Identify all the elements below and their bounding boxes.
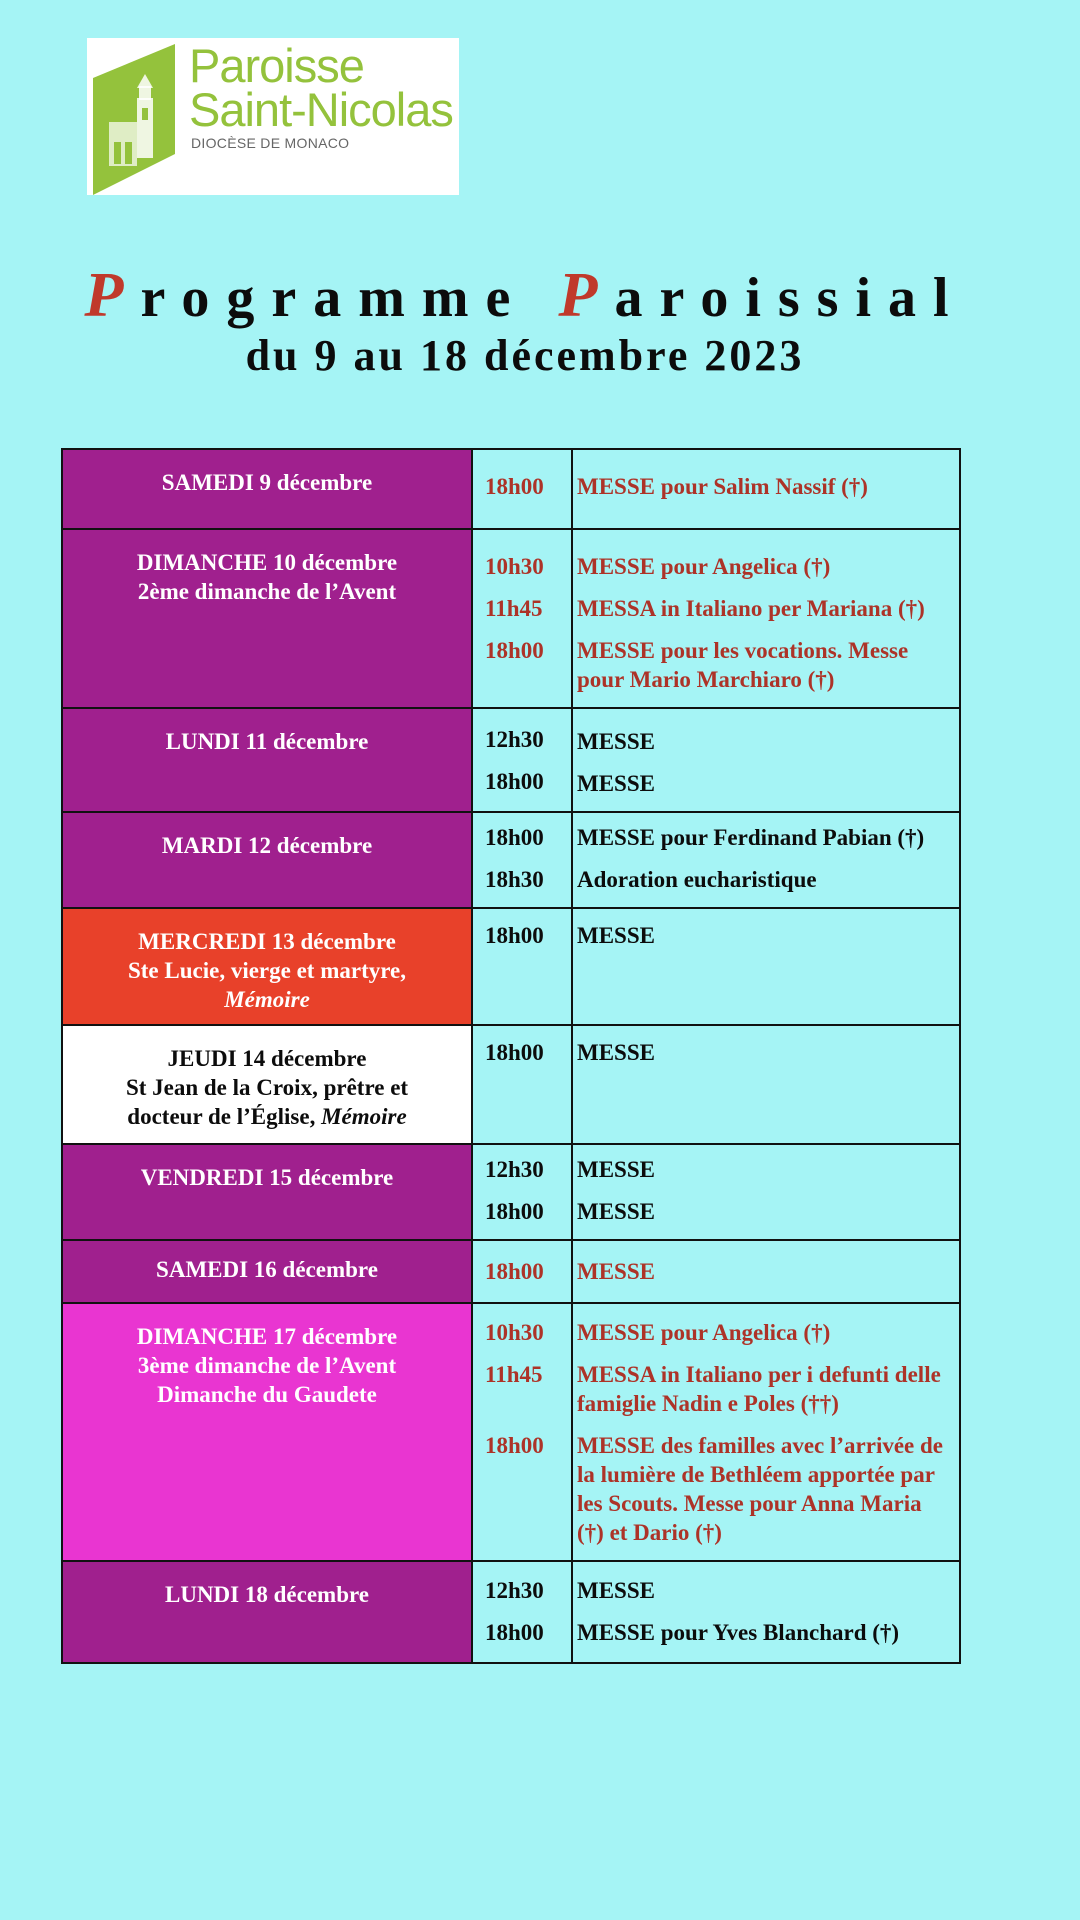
day-label: SAMEDI 16 décembre: [156, 1257, 378, 1282]
items-cell: [572, 812, 960, 908]
event-text: MESSE: [577, 1199, 655, 1224]
table-row: [62, 449, 960, 529]
day-subtitle: 3ème dimanche de l’Avent: [137, 1353, 397, 1378]
items-cell: [572, 1240, 960, 1303]
times-cell: [472, 1144, 572, 1240]
schedule-table: [61, 448, 961, 1664]
time-label: 18h00: [485, 769, 544, 794]
event-text: MESSE pour Yves Blanchard (†): [577, 1620, 900, 1645]
title-word-2: aroissial: [614, 267, 966, 329]
table-row: [62, 908, 960, 1025]
table-row: [62, 812, 960, 908]
table-row: [62, 708, 960, 812]
page-subtitle: du 9 au 18 décembre 2023: [245, 331, 805, 380]
items-cell: [572, 529, 960, 708]
table-row: [62, 1303, 960, 1561]
items-cell: [572, 708, 960, 812]
event-text: MESSE pour Angelica (†): [577, 1320, 831, 1345]
time-label: 12h30: [485, 1157, 544, 1182]
day-label: DIMANCHE 17 décembre: [136, 1324, 398, 1349]
table-row: [62, 529, 960, 708]
event-text: MESSE: [577, 1578, 655, 1603]
event-text: MESSE des familles avec l’arrivée de la lumière de Bethléem apportée par les Scouts. Messe pour Anna Maria (†) et Dario (†): [577, 1433, 944, 1545]
event-text: MESSE: [577, 1157, 655, 1182]
time-label: 18h00: [485, 1040, 544, 1065]
day-cell: [62, 908, 472, 1025]
items-cell: [572, 1144, 960, 1240]
title-initial-2: P: [558, 259, 615, 330]
times-cell: [472, 1303, 572, 1561]
items-cell: [572, 1303, 960, 1561]
day-cell: [62, 1025, 472, 1144]
times-cell: [472, 708, 572, 812]
event-text: MESSE: [577, 771, 655, 796]
memorial-label: Mémoire: [321, 1104, 407, 1129]
page-title: [0, 259, 1050, 331]
day-cell: [62, 1144, 472, 1240]
times-cell: [472, 812, 572, 908]
day-label: SAMEDI 9 décembre: [161, 470, 373, 495]
table-row: [62, 1144, 960, 1240]
day-label: JEUDI 14 décembre: [167, 1046, 367, 1071]
table-row: [62, 1025, 960, 1144]
day-cell: [62, 812, 472, 908]
times-cell: [472, 908, 572, 1025]
day-label: LUNDI 18 décembre: [165, 1582, 369, 1607]
event-text: MESSA in Italiano per Mariana (†): [577, 596, 925, 621]
time-label: 18h00: [485, 1433, 544, 1458]
time-label: 18h00: [485, 1259, 544, 1284]
event-text: MESSA in Italiano per i defunti delle famiglie Nadin e Poles (††): [577, 1362, 941, 1416]
table-row: [62, 1561, 960, 1663]
logo-saint-name: Saint-Nicolas: [189, 83, 453, 136]
day-subtitle-2: Dimanche du Gaudete: [157, 1382, 377, 1407]
event-text: MESSE pour Angelica (†): [577, 554, 831, 579]
times-cell: [472, 449, 572, 529]
event-text: MESSE: [577, 1259, 655, 1284]
day-label: MERCREDI 13 décembre: [138, 929, 396, 954]
items-cell: [572, 449, 960, 529]
times-cell: [472, 1240, 572, 1303]
time-label: 11h45: [485, 596, 543, 621]
time-label: 12h30: [485, 1578, 544, 1603]
day-subtitle-2: docteur de l’Église,: [127, 1104, 316, 1129]
time-label: 18h30: [485, 867, 544, 892]
time-label: 11h45: [485, 1362, 543, 1387]
day-label: LUNDI 11 décembre: [165, 729, 369, 754]
parish-logo: [87, 38, 459, 195]
table-row: [62, 1240, 960, 1303]
time-label: 12h30: [485, 727, 544, 752]
day-subtitle: St Jean de la Croix, prêtre et: [125, 1075, 409, 1100]
title-word-1: rogramme: [140, 267, 528, 329]
time-label: 18h00: [485, 923, 544, 948]
time-label: 18h00: [485, 474, 544, 499]
title-initial-1: P: [84, 259, 141, 330]
event-text: MESSE pour les vocations. Messe pour Mario Marchiaro (†): [577, 638, 909, 692]
times-cell: [472, 529, 572, 708]
day-label: VENDREDI 15 décembre: [140, 1165, 394, 1190]
memorial-label: Mémoire: [224, 987, 310, 1012]
event-text: MESSE: [577, 923, 655, 948]
time-label: 18h00: [485, 1620, 544, 1645]
day-cell: [62, 1303, 472, 1561]
day-cell: [62, 449, 472, 529]
logo-diocese: DIOCÈSE DE MONACO: [191, 135, 350, 151]
logo-parish-name: Paroisse: [189, 39, 364, 92]
time-label: 10h30: [485, 554, 544, 579]
times-cell: [472, 1561, 572, 1663]
event-text: MESSE pour Ferdinand Pabian (†): [577, 825, 925, 850]
event-text: MESSE: [577, 1040, 655, 1065]
times-cell: [472, 1025, 572, 1144]
day-subtitle: Ste Lucie, vierge et martyre,: [127, 958, 406, 983]
items-cell: [572, 1025, 960, 1144]
day-cell: [62, 529, 472, 708]
day-cell: [62, 1240, 472, 1303]
time-label: 10h30: [485, 1320, 544, 1345]
event-text: MESSE: [577, 729, 655, 754]
day-cell: [62, 708, 472, 812]
time-label: 18h00: [485, 825, 544, 850]
day-label: DIMANCHE 10 décembre: [136, 550, 398, 575]
time-label: 18h00: [485, 638, 544, 663]
time-label: 18h00: [485, 1199, 544, 1224]
items-cell: [572, 1561, 960, 1663]
day-label: MARDI 12 décembre: [161, 833, 373, 858]
event-text: Adoration eucharistique: [577, 867, 817, 892]
day-cell: [62, 1561, 472, 1663]
day-subtitle: 2ème dimanche de l’Avent: [137, 579, 397, 604]
event-text: MESSE pour Salim Nassif (†): [577, 474, 868, 499]
items-cell: [572, 908, 960, 1025]
